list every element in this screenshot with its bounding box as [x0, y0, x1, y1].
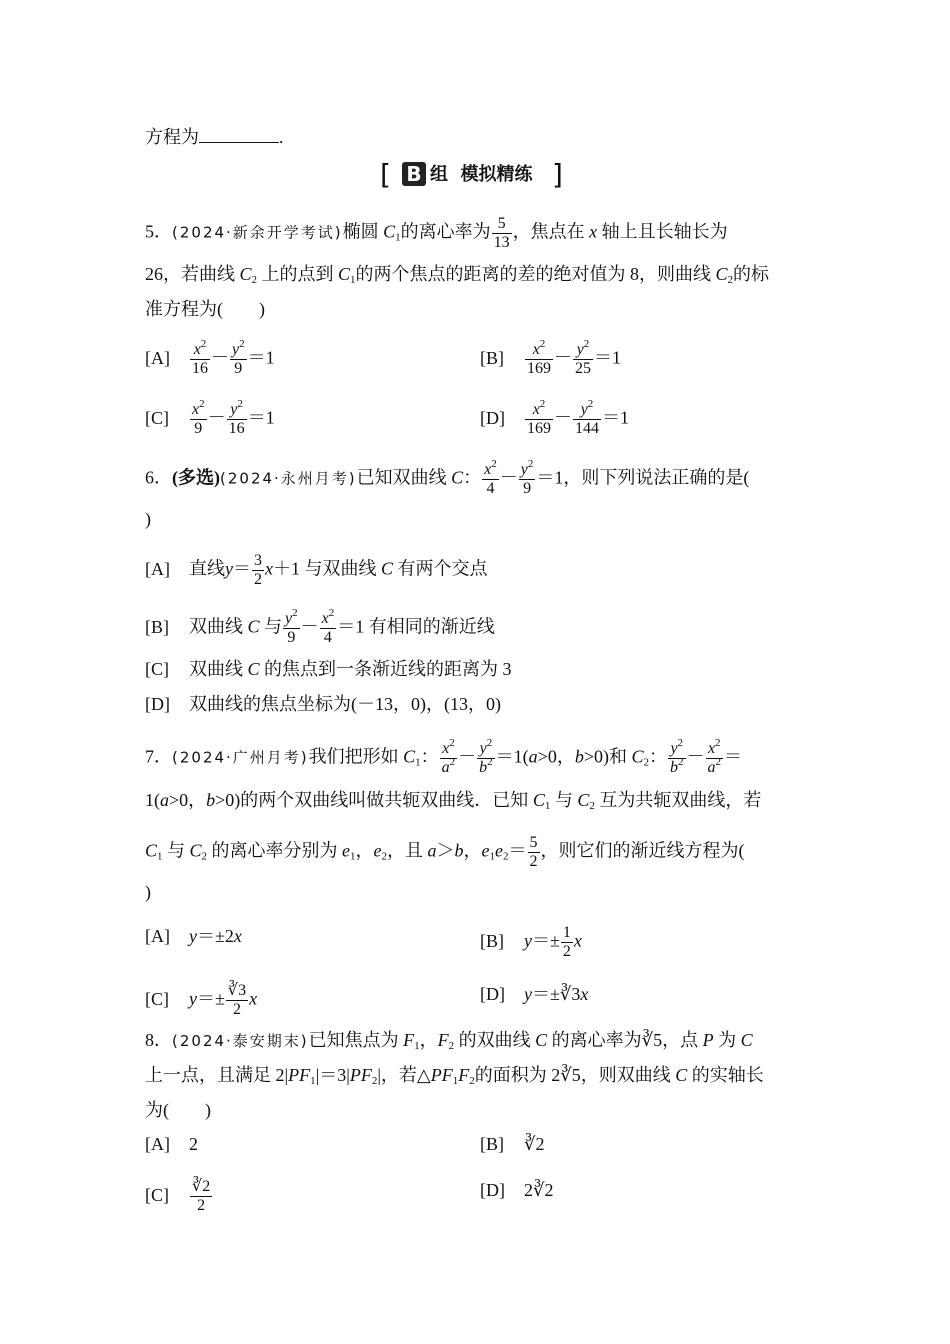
left-bracket: [ — [380, 158, 391, 191]
right-bracket: ] — [552, 158, 563, 191]
q7-option-a[interactable]: [A] y＝±2x — [145, 926, 242, 946]
q5-option-c[interactable]: [C] $\frac{x^2}{9}$ － $\frac{y^2}{16}$ ＝1 — [145, 398, 275, 437]
text: 方程为 — [145, 127, 199, 147]
q5-option-d[interactable]: [D] $\frac{x^2}{169}$ － $\frac{y^2}{144}$ ＝1 — [480, 398, 629, 437]
group-badge-icon: B — [402, 162, 426, 186]
q5-option-b[interactable]: [B] $\frac{x^2}{169}$ － $\frac{y^2}{25}$ ＝1 — [480, 338, 621, 377]
question-6-line-1: 6．(多选)(2024·永州月考)已知双曲线 C： $\frac{x^2}{4}$ － $\frac{y^2}{9}$ ＝1，则下列说法正确的是( — [145, 458, 750, 497]
question-5-line-2: 26，若曲线 $C_2$ 上的点到 $C_1$的两个焦点的距离的差的绝对值为 8，则曲线 $C_2$的标 — [145, 264, 770, 286]
q6-option-c[interactable]: [C] 双曲线 C 的焦点到一条渐近线的距离为 3 — [145, 659, 512, 679]
question-7-line-1: 7．(2024·广州月考)我们把形如 $C_1$： $\frac{x^2}{a^2}$ － $\frac{y^2}{b^2}$ ＝1(a>0，b>0)和 $C_2$： $\frac{y^2}{b^2}$ － $\frac{x^2}{a^2}$ ＝ — [145, 737, 742, 776]
q8-option-d[interactable]: [D] 2∛2 — [480, 1180, 554, 1200]
section-header — [380, 160, 580, 192]
q6-option-b[interactable]: [B] 双曲线 C 与 $\frac{y^2}{9}$ － $\frac{x^2}{4}$ ＝1 有相同的渐近线 — [145, 607, 495, 646]
question-5-line-1: 5．(2024·新余开学考试)椭圆 $C_1$的离心率为 $\frac{5}{13}$ ，焦点在 x 轴上且长轴长为 — [145, 215, 728, 251]
question-8-line-1: 8．(2024·泰安期末)已知焦点为 $F_1$，$F_2$ 的双曲线 C 的离心率为∛5，点 P 为 C — [145, 1030, 753, 1052]
question-6-line-2: ) — [145, 509, 151, 529]
answer-blank — [199, 126, 279, 143]
q7-option-d[interactable]: [D] y＝±∛3x — [480, 984, 589, 1004]
q8-option-c[interactable]: [C] $\frac{∛2}{2}$ — [145, 1178, 211, 1214]
q8-option-a[interactable]: [A] 2 — [145, 1134, 198, 1154]
text: . — [279, 127, 284, 147]
continued-line — [145, 125, 810, 149]
question-5-line-3: 准方程为( ) — [145, 299, 265, 319]
q7-option-c[interactable]: [C] y＝± $\frac{∛3}{2}$ x — [145, 982, 258, 1018]
question-7-line-4: ) — [145, 882, 151, 902]
question-7-line-2: 1(a>0，b>0)的两个双曲线叫做共轭双曲线．已知 $C_1$ 与 $C_2$ 互为共轭双曲线，若 — [145, 790, 762, 812]
question-7-line-3: $C_1$ 与 $C_2$ 的离心率分别为 $e_1$，$e_2$，且 a＞b，$e_1e_2=$ $\frac{5}{2}$ ，则它们的渐近线方程为( — [145, 834, 745, 870]
section-title: 组 模拟精练 — [430, 164, 533, 185]
q5-option-a[interactable]: [A] $\frac{x^2}{16}$ － $\frac{y^2}{9}$ ＝1 — [145, 338, 275, 377]
q6-option-d[interactable]: [D] 双曲线的焦点坐标为(－13，0)，(13，0) — [145, 694, 501, 714]
fraction: $\frac{5}{13}$ — [493, 215, 510, 251]
q7-option-b[interactable]: [B] y＝± $\frac{1}{2}$ x — [480, 924, 582, 960]
q8-option-b[interactable]: [B] ∛2 — [480, 1134, 545, 1154]
question-8-line-3: 为( ) — [145, 1100, 211, 1120]
q6-option-a[interactable]: [A] 直线y＝ $\frac{3}{2}$ x＋1 与双曲线 C 有两个交点 — [145, 552, 488, 588]
question-8-line-2: 上一点，且满足 $2|PF_1|=3|PF_2|$，若$\triangle PF_1F_2$的面积为 2∛5，则双曲线 C 的实轴长 — [145, 1065, 764, 1087]
